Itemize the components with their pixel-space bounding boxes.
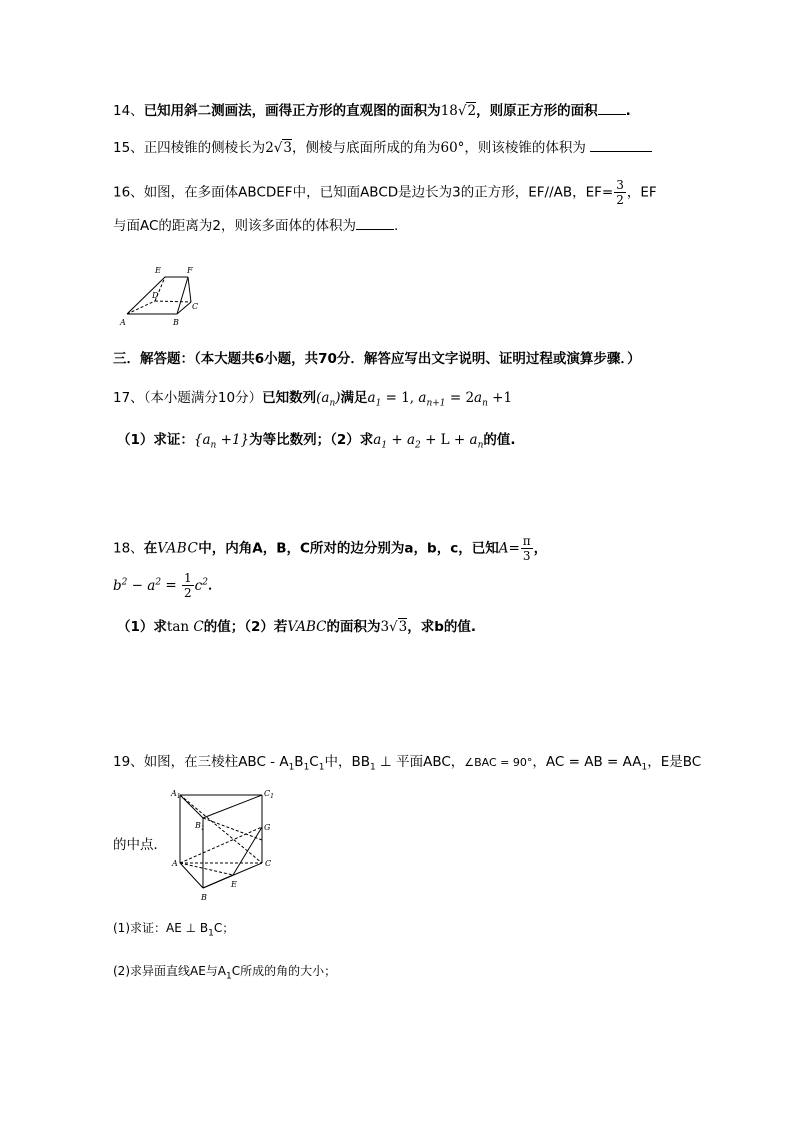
label-F: F xyxy=(187,266,193,275)
label-E: E xyxy=(231,880,237,889)
label-A1: $A_1$ xyxy=(171,789,181,800)
prism-figure xyxy=(168,785,280,905)
question-18-condition: $b^2 - a^2$ = $\frac{1}{2}$ $c^2$． xyxy=(113,571,222,600)
question-16-cont: 与面AC的距离为2，则该多面体的体积为 . xyxy=(113,218,399,234)
question-16: 16、如图，在多面体ABCDEF中，已知面ABCD是边长为3的正方形，EF//AB，EF= $\frac{3}{2}$ ，EF xyxy=(113,178,657,207)
section-heading: 三．解答题：（本大题共6小题，共70分．解答应写出文字说明、证明过程或演算步骤．） xyxy=(113,351,641,367)
answer-blank xyxy=(356,217,394,230)
question-19: 19、如图，在三棱柱ABC - $A_1B_1C_1$中，$BB_1$ ⊥ 平面ABC，∠BAC = 90°，AC = AB = $AA_1$，E是BC xyxy=(113,754,702,773)
question-14: 14、已知用斜二测画法，画得正方形的直观图的面积为18√2，则原正方形的面积 . xyxy=(113,103,631,119)
question-19-cont: 的中点． xyxy=(113,837,167,853)
label-G: G xyxy=(264,823,271,832)
math-length-value: 2√3 xyxy=(265,140,292,156)
label-A: A xyxy=(172,859,178,868)
math-area-value: 18√2 xyxy=(440,103,477,119)
question-15: 15、正四棱锥的侧棱长为2√3，侧棱与底面所成的角为60°，则该棱锥的体积为 xyxy=(113,138,652,158)
question-19-part1: (1)求证：AE ⊥ $B_1C$； xyxy=(113,921,235,939)
label-B: B xyxy=(201,893,207,902)
polyhedron-figure xyxy=(115,262,205,330)
question-17-parts: （1）求证：$\{a_n +1\}$为等比数列；（2）求$a_1 + a_2 + L + a_n$的值. xyxy=(117,432,516,451)
fraction-half: $\frac{1}{2}$ xyxy=(184,571,192,600)
fraction-ef: $\frac{3}{2}$ xyxy=(616,178,624,207)
question-17: 17、（本小题满分10分）已知数列$(a_n)$满足$a_1 = 1$, $a_{n+1} = 2a_n +1$ xyxy=(113,390,513,409)
label-C: C xyxy=(265,859,272,868)
label-B: B xyxy=(173,318,179,327)
label-D: D xyxy=(152,291,159,300)
label-C: C xyxy=(192,302,199,311)
label-A: A xyxy=(120,318,126,327)
question-18: 18、在VABC中，内角A，B，C所对的边分别为a，b，c，已知A= $\frac{\pi}{3}$ ， xyxy=(113,534,548,563)
question-18-parts: （1）求tan C的值；（2）若VABC的面积为3√3，求b的值. xyxy=(117,619,477,635)
answer-blank xyxy=(598,102,626,115)
question-19-part2: (2)求异面直线AE与$A_1C$所成的角的大小； xyxy=(113,964,337,982)
fraction-angle-a: $\frac{\pi}{3}$ xyxy=(522,534,531,563)
label-B1: $B_1$ xyxy=(195,821,205,832)
answer-blank xyxy=(590,139,652,152)
label-E: E xyxy=(155,266,161,275)
label-C1: $C_1$ xyxy=(264,789,274,800)
